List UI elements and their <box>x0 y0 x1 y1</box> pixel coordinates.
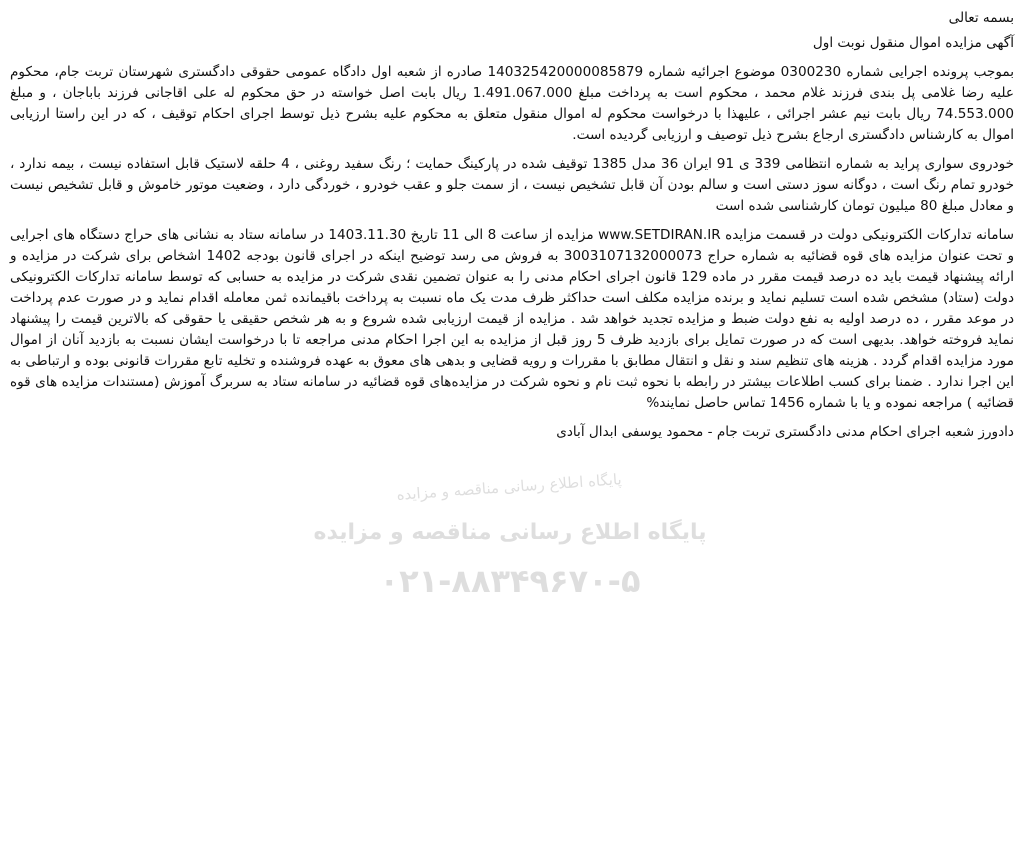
signature-line: دادورز شعبه اجرای احکام مدنی دادگستری تربت جام - محمود یوسفی ابدال آبادی <box>556 424 1014 440</box>
vehicle-description-paragraph: خودروی سواری پراید به شماره انتظامی 339 ی 91 ایران 36 مدل 1385 توقیف شده در پارکینگ حمایت ؛ رنگ سفید روغنی ، 4 حلقه لاستیک قابل استفاده نیست ، بیمه ندارد ، خودرو تمام رنگ است ، دوگانه سوز دستی است و سالم بودن آن قابل تشخیص نیست ، از سمت جلو و عقب خودرو ، خوردگی دارد ، وضعیت موتور خاموش و قابل تشخیص نیست و معادل مبلغ 80 میلیون تومان کارشناسی شده است <box>10 156 1014 214</box>
watermark-arc-text: پایگاه اطلاع رسانی مناقصه و مزایده <box>395 470 623 504</box>
notice-document <box>10 8 1014 443</box>
watermark-phone-number: ۰۲۱-۸۸۳۴۹۶۷۰-۵ <box>379 562 641 600</box>
watermark-logo <box>300 470 720 608</box>
notice-title: آگهی مزایده اموال منقول نوبت اول <box>812 35 1014 51</box>
watermark-brand-text: پایگاه اطلاع رسانی مناقصه و مزایده <box>313 520 707 545</box>
case-paragraph: بموجب پرونده اجرایی شماره 0300230 موضوع اجرائیه شماره 140325420000085879 صادره از شعبه اول دادگاه عمومی حقوقی دادگستری شهرستان تربت جام، محکوم علیه رضا غلامی پل بندی فرزند غلام محمد ، محکوم است به پرداخت مبلغ 1.491.067.000 ریال بابت اصل خواسته در حق محکوم له علی اقاجانی فرزند باباجان ، و مبلغ 74.553.000 ریال بابت نیم عشر اجرائی ، علیهذا با درخواست محکوم له اموال منقول متعلق به محکوم علیه بشرح ذیل توسط اجرای احکام توقیف ، که در این راستا ارزیابی اموال به کارشناس دادگستری ارجاع بشرح ذیل توصیف و ارزیابی گردیده است. <box>10 64 1014 143</box>
auction-terms-paragraph: سامانه تدارکات الکترونیکی دولت در قسمت مزایده www.SETDIRAN.IR مزایده از ساعت 8 الی 11 تاریخ 1403.11.30 در سامانه ستاد به نشانی های حراج دستگاه های اجرایی و تحت عنوان مزایده های قوه قضائیه به شماره حراج 3003107132000073 به فروش می رسد توضیح اینکه در اجرای قانون بودجه 1402 اشخاص برای شرکت در مزایده و ارائه پیشنهاد قیمت باید ده درصد قیمت مقرر در ماده 129 قانون اجرای احکام مدنی را به عنوان تضمین نقدی شرکت در مزایده به حسابی که توسط سامانه تدارکات الکترونیکی دولت (ستاد) مشخص شده است تسلیم نماید و برنده مزایده مکلف است حداکثر ظرف مدت یک ماه نسبت به پرداخت باقیمانده ثمن معامله اقدام نماید و در صورت عدم پرداخت در موعد مقرر ، ده درصد اولیه به نفع دولت ضبط و مزایده تجدید خواهد شد . مزایده از قیمت ارزیابی شده شروع و به هر شخص حقیقی یا حقوقی که بالاترین قیمت را پیشنهاد نماید فروخته خواهد. بدیهی است که در صورت تمایل برای بازدید ظرف 5 روز قبل از مزایده به این اجرا احکام مدنی مراجعه تا با درخواست ایشان نسبت به بازدید آنان از اموال مورد مزایده اقدام گردد . هزینه های تنظیم سند و نقل و انتقال مطابق با مقررات و رویه قضایی و بدهی های معوق به عهده فروشنده و تخلیه تابع مقررات قانونی بوده و ارتباطی به این اجرا ندارد . ضمنا برای کسب اطلاعات بیشتر در رابطه با نحوه ثبت نام و نحوه شرکت در مزایده‌های قوه قضائیه در سامانه ستاد به سربرگ آموزش (مستندات مزایده های قوه قضائیه ) مراجعه نموده و یا با شماره 1456 تماس حاصل نمایند% <box>10 227 1015 411</box>
bismillah-heading: بسمه تعالی <box>948 10 1014 26</box>
